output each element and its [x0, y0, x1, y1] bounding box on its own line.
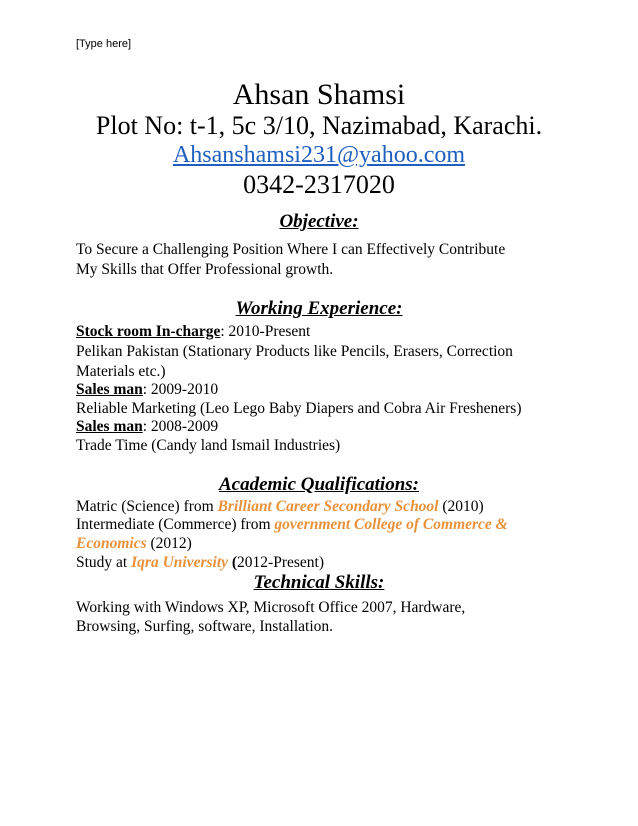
experience-title-line	[76, 380, 218, 400]
job-period: : 2008-2009	[142, 418, 219, 435]
matric-prefix: Matric (Science) from	[76, 498, 218, 515]
job-period: : 2010-Present	[220, 323, 311, 340]
technical-line: Browsing, Surfing, software, Installation.	[76, 618, 334, 635]
experience-heading: Working Experience:	[235, 298, 403, 319]
experience-title-line	[76, 417, 218, 437]
matric-institution: Brilliant Career Secondary School	[217, 498, 439, 515]
objective-line: My Skills that Offer Professional growth.	[76, 261, 334, 278]
intermediate-institution-cont: Economics	[76, 535, 147, 552]
intermediate-institution: government College of Commerce &	[274, 516, 508, 533]
objective-heading: Objective:	[279, 211, 359, 232]
matric-year: (2010)	[438, 498, 484, 515]
job-role: Sales man	[76, 418, 143, 435]
technical-heading: Technical Skills:	[253, 572, 385, 593]
header-placeholder: [Type here]	[76, 38, 132, 50]
objective-line: To Secure a Challenging Position Where I can Effectively Contribute	[76, 241, 506, 258]
matric-line	[76, 497, 484, 517]
experience-title-line	[76, 322, 310, 342]
job-detail: Materials etc.)	[76, 363, 166, 380]
study-line	[76, 553, 324, 573]
intermediate-line	[76, 515, 508, 535]
candidate-name: Ahsan Shamsi	[232, 78, 406, 111]
intermediate-year: (2012)	[146, 535, 192, 552]
technical-line: Working with Windows XP, Microsoft Office 2007, Hardware,	[76, 599, 466, 616]
study-institution: Iqra University	[131, 554, 228, 571]
study-paren: (	[228, 554, 238, 571]
study-period: 2012-Present)	[237, 554, 324, 571]
job-role: Sales man	[76, 381, 143, 398]
intermediate-line-2	[76, 534, 192, 554]
job-detail: Trade Time (Candy land Ismail Industries)	[76, 437, 341, 454]
job-detail: Reliable Marketing (Leo Lego Baby Diapers and Cobra Air Fresheners)	[76, 400, 522, 417]
academics-heading: Academic Qualifications:	[218, 474, 419, 495]
candidate-address: Plot No: t-1, 5c 3/10, Nazimabad, Karachi.	[95, 111, 543, 140]
email-link[interactable]: Ahsanshamsi231@yahoo.com	[172, 142, 466, 168]
study-prefix: Study at	[76, 554, 132, 571]
job-period: : 2009-2010	[142, 381, 219, 398]
intermediate-prefix: Intermediate (Commerce) from	[76, 516, 275, 533]
candidate-phone: 0342-2317020	[243, 170, 395, 199]
job-role: Stock room In-charge	[76, 323, 221, 340]
job-detail: Pelikan Pakistan (Stationary Products like Pencils, Erasers, Correction	[76, 343, 513, 360]
